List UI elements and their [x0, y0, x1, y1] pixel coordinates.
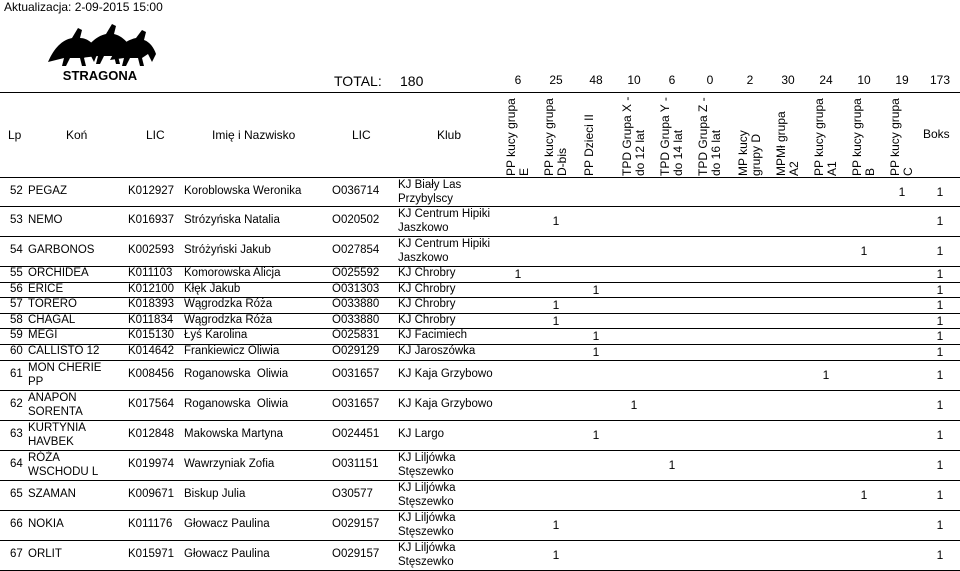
row-lp: 57 — [10, 298, 23, 310]
header-cat-6: MP kucy grupy D — [736, 130, 763, 176]
row-rider-lic: O029129 — [332, 345, 380, 357]
row-club: KJ Chrobry — [398, 267, 456, 279]
row-entry-mark: 1 — [630, 398, 638, 412]
row-rider-lic: O033880 — [332, 313, 380, 326]
row-rider-name: Biskup Julia — [184, 488, 246, 500]
row-entry-mark: 1 — [936, 368, 944, 382]
row-rider-name: Roganowska Oliwia — [184, 398, 289, 410]
row-lp: 52 — [10, 185, 23, 197]
row-club: KJ Centrum Hipiki Jaszkowo — [398, 238, 491, 264]
row-entry-mark: 1 — [936, 488, 944, 502]
row-divider — [0, 510, 960, 511]
row-rider-name: Wągrodzka Róża — [184, 298, 273, 310]
header-lp: Lp — [8, 128, 22, 142]
row-horse-lic: K017564 — [128, 398, 175, 410]
row-club: KJ Jaroszówka — [398, 345, 476, 357]
row-rider-lic: O031151 — [332, 458, 379, 470]
row-club: KJ Centrum Hipiki Jaszkowo — [398, 208, 491, 234]
total-col-5: 0 — [706, 73, 714, 87]
header-cat-5: TPD Grupa Z - do 16 lat — [696, 97, 723, 176]
row-rider-lic: O031657 — [332, 398, 380, 410]
row-club: KJ Largo — [398, 428, 445, 440]
row-rider-name: Makowska Martyna — [184, 428, 284, 440]
row-horse-lic: K019974 — [128, 458, 175, 470]
row-horse-lic: K002593 — [128, 244, 175, 256]
row-lp: 55 — [10, 267, 23, 279]
row-horse: TORERO — [28, 298, 77, 310]
row-entry-mark: 1 — [552, 548, 560, 562]
row-entry-mark: 1 — [936, 398, 944, 412]
row-horse-lic: K008456 — [128, 368, 175, 380]
row-rider-lic: O027854 — [332, 244, 380, 256]
total-col-2: 48 — [589, 73, 603, 87]
row-entry-mark: 1 — [936, 518, 944, 532]
row-entry-mark: 1 — [592, 345, 600, 359]
total-col-7: 30 — [781, 73, 795, 87]
row-rider-name: Łyś Karolina — [184, 329, 248, 341]
row-club: KJ Kaja Grzybowo — [398, 368, 493, 380]
header-cat-7: MPMł grupa A2 — [774, 111, 801, 176]
header-lic2: LIC — [352, 128, 371, 142]
row-horse-lic: K014642 — [128, 345, 175, 357]
row-club: KJ Chrobry — [398, 298, 456, 310]
row-horse-lic: K012927 — [128, 185, 175, 197]
header-cat-0: PP kucy grupa E — [504, 98, 531, 176]
row-lp: 58 — [10, 313, 23, 326]
row-horse: SZAMAN — [28, 488, 76, 500]
total-col-4: 6 — [668, 73, 676, 87]
row-entry-mark: 1 — [860, 488, 868, 502]
row-club: KJ Liljówka Stęszewko — [398, 482, 456, 508]
row-entry-mark: 1 — [552, 214, 560, 228]
row-entry-mark: 1 — [668, 458, 676, 472]
row-rider-lic: O029157 — [332, 518, 380, 530]
row-rider-lic: O025592 — [332, 267, 380, 279]
header-cat-1: PP kucy grupa D-bis — [542, 98, 569, 176]
row-entry-mark: 1 — [936, 282, 944, 297]
row-lp: 56 — [10, 282, 23, 295]
row-horse: RÓŻA WSCHODU L — [28, 452, 99, 478]
row-entry-mark: 1 — [822, 368, 830, 382]
row-horse: KURTYNIA HAVBEK — [28, 422, 86, 448]
row-entry-mark: 1 — [936, 267, 944, 281]
row-horse: CALLISTO 12 — [28, 345, 100, 357]
row-club: KJ Biały Las Przybylscy — [398, 179, 462, 205]
row-rider-lic: O029157 — [332, 548, 380, 560]
header-cat-11: Boks — [923, 127, 950, 141]
row-divider — [0, 420, 960, 421]
row-horse: NEMO — [28, 214, 63, 226]
row-lp: 62 — [10, 398, 23, 410]
row-entry-mark: 1 — [936, 244, 944, 258]
header-imie: Imię i Nazwisko — [212, 128, 296, 142]
header-lic: LIC — [146, 128, 165, 142]
row-horse-lic: K012848 — [128, 428, 175, 440]
row-entry-mark: 1 — [592, 329, 600, 343]
row-entry-mark: 1 — [936, 313, 944, 328]
total-col-10: 19 — [895, 73, 909, 87]
row-entry-mark: 1 — [936, 428, 944, 442]
row-rider-name: Komorowska Alicja — [184, 267, 281, 279]
header-klub: Klub — [437, 128, 462, 142]
row-horse: NOKIA — [28, 518, 64, 530]
row-club: KJ Liljówka Stęszewko — [398, 512, 456, 538]
header-cat-10: PP kucy grupa C — [888, 98, 915, 176]
logo-text: STRAGONA — [62, 68, 138, 83]
row-rider-lic: O024451 — [332, 428, 380, 440]
stragona-logo — [40, 18, 160, 84]
total-col-9: 10 — [857, 73, 871, 87]
total-col-11: 173 — [929, 73, 951, 87]
row-horse-lic: K009671 — [128, 488, 175, 500]
row-horse-lic: K015130 — [128, 329, 175, 341]
row-entry-mark: 1 — [592, 282, 600, 297]
row-lp: 67 — [10, 548, 23, 560]
header-cat-4: TPD Grupa Y - do 14 lat — [658, 97, 685, 176]
row-rider-name: Głowacz Paulina — [184, 548, 270, 560]
row-lp: 66 — [10, 518, 23, 530]
row-entry-mark: 1 — [592, 428, 600, 442]
total-col-3: 10 — [627, 73, 641, 87]
row-horse: GARBONOS — [28, 244, 95, 256]
header-cat-9: PP kucy grupa B — [850, 98, 877, 176]
row-divider — [0, 450, 960, 451]
row-lp: 61 — [10, 368, 23, 380]
update-timestamp: Aktualizacja: 2-09-2015 15:00 — [4, 0, 163, 14]
row-horse-lic: K012100 — [128, 282, 175, 295]
header-cat-8: PP kucy grupa A1 — [812, 98, 839, 176]
row-rider-name: Kłęk Jakub — [184, 282, 241, 295]
header-cat-3: TPD Grupa X - do 12 lat — [620, 96, 647, 176]
row-horse-lic: K015971 — [128, 548, 175, 560]
row-divider — [0, 480, 960, 481]
row-horse-lic: K011834 — [128, 313, 174, 326]
total-col-6: 2 — [746, 73, 754, 87]
header-kon: Koń — [66, 128, 88, 142]
row-horse: MON CHERIE PP — [28, 362, 102, 388]
row-lp: 59 — [10, 329, 23, 341]
row-rider-lic: O020502 — [332, 214, 380, 226]
row-rider-lic: O025831 — [332, 329, 380, 341]
row-rider-name: Wawrzyniak Zofia — [184, 458, 275, 470]
row-entry-mark: 1 — [552, 313, 560, 328]
row-rider-lic: O30577 — [332, 488, 373, 500]
total-col-0: 6 — [514, 73, 522, 87]
row-rider-name: Frankiewicz Oliwia — [184, 345, 280, 357]
row-rider-lic: O033880 — [332, 298, 380, 310]
row-horse: ANAPON SORENTA — [28, 392, 83, 418]
row-club: KJ Facimiech — [398, 329, 468, 341]
row-horse: CHAGAL — [28, 313, 76, 326]
row-entry-mark: 1 — [552, 518, 560, 532]
total-col-1: 25 — [549, 73, 563, 87]
row-lp: 65 — [10, 488, 23, 500]
row-divider — [0, 390, 960, 391]
row-lp: 64 — [10, 458, 23, 470]
row-divider — [0, 540, 960, 541]
row-horse: MEGI — [28, 329, 58, 341]
row-horse-lic: K016937 — [128, 214, 175, 226]
row-entry-mark: 1 — [936, 214, 944, 228]
row-entry-mark: 1 — [860, 244, 868, 258]
row-entry-mark: 1 — [936, 548, 944, 562]
row-entry-mark: 1 — [898, 185, 906, 199]
divider-top — [0, 92, 960, 93]
row-horse: ORLIT — [28, 548, 62, 560]
row-club: KJ Kaja Grzybowo — [398, 398, 493, 410]
row-rider-lic: O031657 — [332, 368, 380, 380]
row-entry-mark: 1 — [936, 185, 944, 199]
row-entry-mark: 1 — [552, 298, 560, 312]
row-lp: 60 — [10, 345, 23, 357]
row-horse-lic: K011103 — [128, 267, 173, 279]
row-club: KJ Chrobry — [398, 313, 456, 326]
total-value: 180 — [400, 73, 424, 89]
row-rider-name: Roganowska Oliwia — [184, 368, 289, 380]
row-rider-name: Koroblowska Weronika — [184, 185, 302, 197]
row-entry-mark: 1 — [936, 458, 944, 472]
row-lp: 53 — [10, 214, 23, 226]
header-cat-2: PP Dzieci II — [582, 114, 596, 176]
row-entry-mark: 1 — [514, 267, 522, 281]
row-entry-mark: 1 — [936, 345, 944, 359]
row-entry-mark: 1 — [936, 329, 944, 343]
row-rider-name: Stróżyński Jakub — [184, 244, 271, 256]
row-horse: ERICE — [28, 282, 64, 295]
row-club: KJ Chrobry — [398, 282, 456, 295]
row-club: KJ Liljówka Stęszewko — [398, 452, 456, 478]
row-horse: ORCHIDEA — [28, 267, 89, 279]
row-horse: PEGAZ — [28, 185, 67, 197]
row-rider-name: Wągrodzka Róża — [184, 313, 273, 326]
row-lp: 54 — [10, 244, 23, 256]
total-col-8: 24 — [819, 73, 833, 87]
row-lp: 63 — [10, 428, 23, 440]
row-rider-lic: O036714 — [332, 185, 380, 197]
total-label: TOTAL: — [334, 73, 382, 89]
row-entry-mark: 1 — [936, 298, 944, 312]
row-rider-lic: O031303 — [332, 282, 380, 295]
row-rider-name: Głowacz Paulina — [184, 518, 270, 530]
row-club: KJ Liljówka Stęszewko — [398, 542, 456, 568]
row-divider — [0, 360, 960, 361]
row-horse-lic: K018393 — [128, 298, 175, 310]
row-rider-name: Strózyńska Natalia — [184, 214, 280, 226]
divider-header — [0, 177, 960, 178]
row-horse-lic: K011176 — [128, 518, 173, 530]
